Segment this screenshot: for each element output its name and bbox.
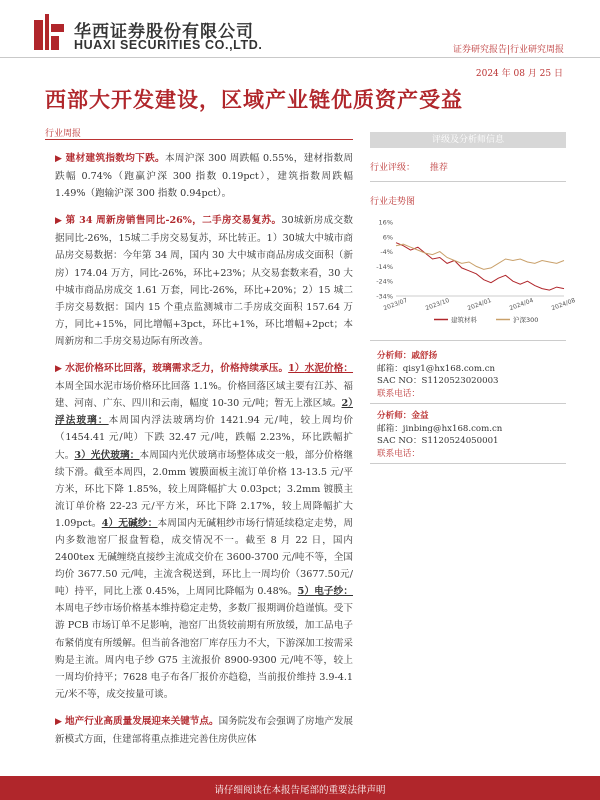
paragraph-2: ▶ 第 34 周新房销售同比-26%，二手房交易复苏。30城新房成交数据同比-26%，15城二手房交易复苏，环比转正。1）30城大中城市商品房交易数据：今年第 34 周，国内 30 大中城市商品房成交面积（新房）174.04 万方，同比-26%，环比+23%；从交易套数来看，30 大中城市商品房成交 1.61 万套，同比-26%，环比+20%；2）15 城二手房交易数据：国内 15 个重点监测城市二手房成交面积 157.64 万方，同比+15%，同比增幅+3pct，环比+1%，环比增幅+2pct；本周新房和二手房交易边际有所改善。 bbox=[55, 215, 353, 347]
y-tick-label: -24% bbox=[376, 277, 393, 286]
analyst-divider bbox=[370, 463, 566, 464]
rating-value: 推荐 bbox=[429, 163, 448, 173]
company-name-cn: 华西证券股份有限公司 bbox=[74, 22, 254, 42]
x-tick-label: 2024/04 bbox=[508, 297, 535, 313]
paragraph-4: ▶ 地产行业高质量发展迎来关键节点。国务院发布会强调了房地产发展新模式方面，住建部将重点推进完善住房供应体 bbox=[55, 715, 354, 745]
paragraph-3: ▶ 水泥价格环比回落，玻璃需求乏力，价格持续承压。1）水泥价格：本周全国水泥市场价格环比回落 1.1%。价格回落区域主要有江苏、福建、河南、广东、四川和云南，幅度 10-30 元/吨；暂无上涨区域。2）浮法玻璃：本周国内浮法玻璃均价 1421.94 元/吨，较上周均价（1454.41 元/吨）下跌 32.47 元/吨，跌幅 2.23%，环比跌幅扩大。3）光伏玻璃：本周国内光伏玻璃市场整体成交一般，部分价格继续下滑。截至本周四，2.0mm 镀膜面板主流订单价格 13-13.5 元/平方米，环比下降 1.85%，较上周降幅扩大 0.03pct；3.2mm 镀膜主流订单价格 22-23 元/平方米，环比下降 2.17%，较上周降幅扩大 1.09pct。4）无碱纱：本周国内无碱粗纱市场行情延续稳定走势，周内多数池窑厂报盘暂稳，成交情况不一。截至 8 月 22 日，国内 2400tex 无碱缠绕直接纱主流成交价在 3600-3700 元/吨不等，全国均价 3677.50 元/吨，主流含税送到，环比上一周均价（3677.50元/吨）持平，同比上涨 0.45%，上周同比降幅为 0.48%。5）电子纱：本周电子纱市场价格基本维持稳定走势，多数厂报期调价趋谨慎。受下游 PCB 市场订单不足影响，池窑厂出货较前期有所放缓，加工品电子布紧俏度有所缓解。但当前各池窑厂库存压力不大，下游深加工按需采购是主流。周内电子纱 G75 主流报价 8900-9300 元/吨不等，较上一周均价持平；7628 电子布各厂报价亦趋稳，当前报价维持 3.9-4.1 元/米不等，成交按量可谈。 bbox=[55, 363, 354, 700]
header-divider bbox=[0, 57, 600, 58]
analyst-divider bbox=[370, 403, 566, 404]
report-type: 证券研究报告|行业研究周报 bbox=[452, 45, 564, 55]
footer-disclaimer: 请仔细阅读在本报告尾部的重要法律声明 bbox=[214, 785, 386, 796]
bullet-icon: ▶ bbox=[55, 216, 63, 227]
legend-label: 沪深300 bbox=[513, 316, 539, 324]
analyst-sac: SAC NO：S1120524050001 bbox=[377, 436, 499, 446]
legend-label: 建筑材料 bbox=[451, 316, 477, 324]
bullet-icon: ▶ bbox=[55, 364, 63, 375]
analyst-name: 金益 bbox=[411, 411, 429, 421]
x-tick-label: 2023/07 bbox=[382, 297, 409, 313]
paragraph-1: ▶ 建材建筑指数均下跌。本周沪深 300 周跌幅 0.55%，建材指数周跌幅 0.74%（跑赢沪深 300 指数 0.19pct），建筑指数周跌幅 1.49%（跑输沪深 300 指数 0.94pct）。 bbox=[55, 153, 354, 200]
panel-divider bbox=[370, 181, 566, 182]
bullet-icon: ▶ bbox=[55, 154, 63, 164]
company-name-en: HUAXI SECURITIES CO.,LTD. bbox=[74, 38, 263, 52]
analyst-contact: 联系电话： bbox=[377, 448, 420, 459]
company-logo-icon bbox=[34, 14, 64, 50]
section-label: 行业周报 bbox=[45, 129, 82, 139]
y-tick-label: -4% bbox=[380, 248, 393, 257]
analyst-email: 邮箱：qisy1@hx168.com.cn bbox=[377, 363, 496, 374]
analyst-block-1: 分析师：戚舒扬 邮箱：qisy1@hx168.com.cn SAC NO：S1120523020003 联系电话： bbox=[377, 351, 499, 399]
report-title: 西部大开发建设，区域产业链优质资产受益 bbox=[45, 88, 463, 112]
industry-rating: 行业评级： 推荐 bbox=[370, 163, 448, 173]
x-tick-label: 2024/08 bbox=[550, 297, 577, 313]
trend-chart-title: 行业走势图 bbox=[370, 197, 416, 207]
y-tick-label: -14% bbox=[376, 262, 393, 271]
y-tick-label: -34% bbox=[376, 292, 393, 301]
analyst-block-2: 分析师：金益 邮箱：jinbing@hx168.com.cn SAC NO：S1120524050001 联系电话： bbox=[377, 411, 503, 459]
series-line-csi300 bbox=[396, 244, 564, 269]
x-tick-label: 2023/10 bbox=[424, 297, 451, 313]
rating-panel-header: 评级及分析师信息 bbox=[370, 132, 566, 148]
analyst-contact: 联系电话： bbox=[377, 388, 420, 399]
report-date: 2024 年 08 月 25 日 bbox=[475, 69, 563, 79]
y-tick-label: 16% bbox=[378, 218, 393, 227]
section-divider bbox=[45, 139, 353, 140]
industry-trend-chart bbox=[366, 218, 577, 330]
bullet-icon: ▶ bbox=[55, 716, 62, 727]
analyst-name: 戚舒扬 bbox=[411, 351, 438, 361]
analyst-email: 邮箱：jinbing@hx168.com.cn bbox=[377, 423, 503, 434]
series-line-building-materials bbox=[396, 243, 564, 290]
y-tick-label: 6% bbox=[382, 233, 393, 242]
analyst-sac: SAC NO：S1120523020003 bbox=[377, 376, 499, 386]
panel-divider bbox=[370, 340, 566, 341]
main-text-column bbox=[55, 150, 353, 752]
x-tick-label: 2024/01 bbox=[466, 297, 493, 313]
